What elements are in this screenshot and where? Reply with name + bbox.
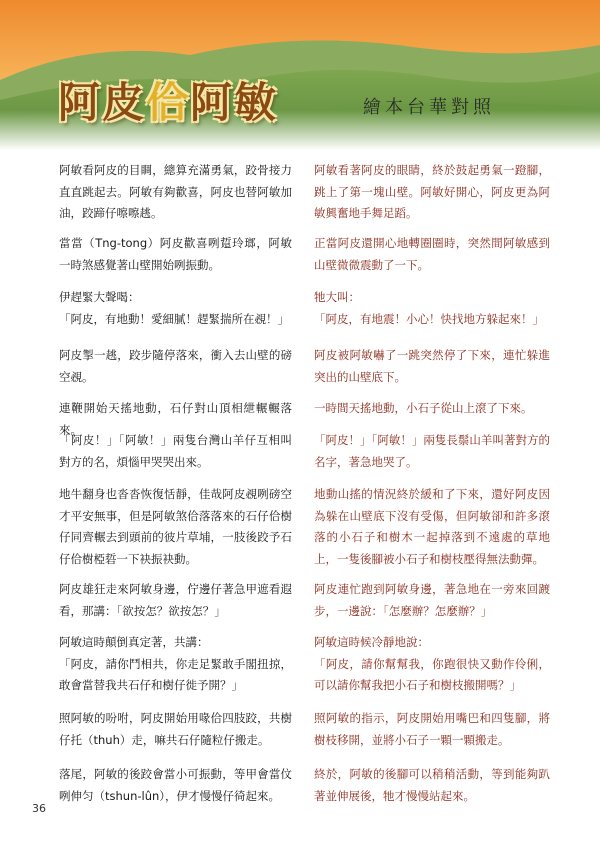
mandarin-paragraph: 阿皮連忙跑到阿敏身邊，著急地在一旁來回踱步，一邊說：「怎麼辦？怎麼辦？」: [314, 582, 550, 618]
mandarin-paragraph: 牠大叫： 「阿皮，有地震！小心！快找地方躲起來！」: [314, 290, 544, 326]
taiwanese-paragraph: 阿皮掣一趒，跤步隨停落來，衝入去山壁的磅空覕。: [59, 348, 292, 384]
mandarin-paragraph: 阿敏這時候冷靜地說： 「阿皮，請你幫幫我，你跑很快又動作伶俐，可以請你幫我把小石子和樹枝搬開嗎？」: [314, 635, 550, 692]
mandarin-paragraph: 照阿敏的指示，阿皮開始用嘴巴和四隻腳，將樹枝移開，並將小石子一顆一顆搬走。: [314, 711, 550, 747]
page-title: [58, 70, 278, 130]
taiwanese-paragraph: 伊趕緊大聲喝： 「阿皮，有地動！愛細膩！趕緊揣所在覕！」: [59, 290, 289, 326]
mandarin-paragraph: 一時間天搖地動，小石子從山上滾了下來。: [314, 401, 533, 415]
taiwanese-paragraph: 當當（Tng-tong）阿皮歡喜咧踅玲瑯，阿敏一時煞感覺著山壁開始咧振動。: [59, 236, 292, 272]
title-part-1: 阿皮: [58, 78, 147, 127]
taiwanese-paragraph: 「阿皮！」「阿敏！」兩隻台灣山羊仔互相叫對方的名，煩惱甲哭哭出來。: [59, 433, 292, 469]
title-part-2: 佮: [146, 78, 191, 127]
mandarin-paragraph: 「阿皮！」「阿敏！」兩隻長鬃山羊叫著對方的名字，著急地哭了。: [314, 433, 550, 469]
mandarin-paragraph: 阿皮被阿敏嚇了一跳突然停了下來，連忙躲進突出的山壁底下。: [314, 348, 550, 384]
taiwanese-paragraph: 地牛翻身也沓沓恢復恬靜，佳哉阿皮覕咧磅空才平安無事，但是阿敏煞佮落落來的石仔佮樹仔同齊輾去到頭前的彼片草埔，一肢後跤予石仔佮樹椏硩一下袂振袂動。: [59, 487, 292, 566]
page-subtitle: 繪本台華對照: [363, 97, 495, 118]
taiwanese-paragraph: 連鞭開始天搖地動，石仔對山頂相紲輾輾落來。: [59, 401, 292, 437]
taiwanese-paragraph: 阿敏看阿皮的目睭，總算充滿勇氣，跤骨接力直直跳起去。阿敏有夠歡喜，阿皮也替阿敏加油，跤蹄仔嚓嚓趒。: [59, 163, 292, 220]
mandarin-paragraph: 終於，阿敏的後腳可以稍稍活動，等到能夠趴著並伸展後，牠才慢慢站起來。: [314, 767, 550, 803]
page-number: 36: [32, 802, 46, 815]
taiwanese-paragraph: 阿皮雄狂走來阿敏身邊，佇邊仔著急甲遮看遐看，那講：「欲按怎？欲按怎？」: [59, 582, 292, 618]
taiwanese-paragraph: 阿敏這時顛倒真定著，共講： 「阿皮，請你鬥相共，你走足緊敢手閣扭掠，敢會當替我共石仔和樹仔徙予開？」: [59, 635, 292, 692]
title-part-3: 阿敏: [190, 78, 279, 127]
taiwanese-paragraph: 落尾，阿敏的後跤會當小可振動，等甲會當伩咧伸匀（tshun-lûn），伊才慢慢仔徛起來。: [59, 767, 292, 803]
mandarin-paragraph: 正當阿皮還開心地轉圈圈時，突然間阿敏感到山壁微微震動了一下。: [314, 236, 550, 272]
taiwanese-paragraph: 照阿敏的吩咐，阿皮開始用喙佮四肢跤，共樹仔托（thuh）走，嘛共石仔隨粒仔搬走。: [59, 711, 292, 747]
mandarin-paragraph: 地動山搖的情況終於緩和了下來，還好阿皮因為躲在山壁底下沒有受傷，但阿敏卻和許多滾落的小石子和樹木一起掉落到不遠處的草地上，一隻後腳被小石子和樹枝壓得無法動彈。: [314, 487, 550, 566]
mandarin-paragraph: 阿敏看著阿皮的眼睛，終於鼓起勇氣一蹬腳，跳上了第一塊山壁。阿敏好開心，阿皮更為阿敏興奮地手舞足蹈。: [314, 163, 550, 220]
